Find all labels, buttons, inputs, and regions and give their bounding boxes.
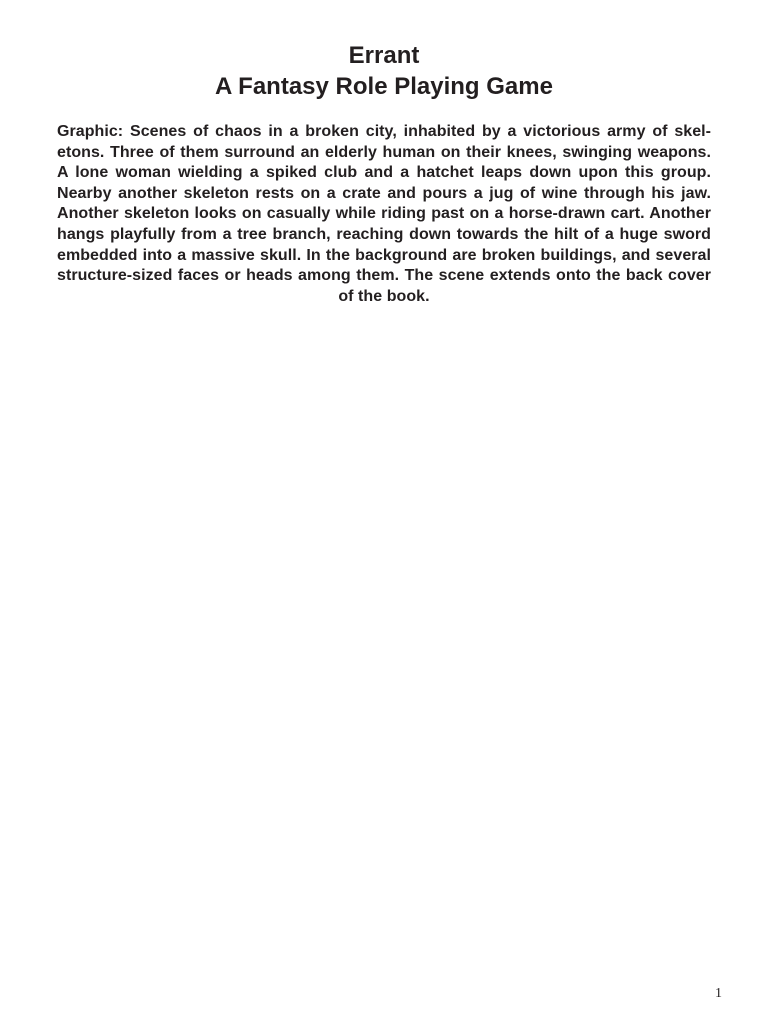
page-title: Errant (348, 42, 420, 69)
graphic-description: Graphic: Scenes of chaos in a broken city, inhabited by a victorious army of skeletons. Three of them surround an elderly human on their knees, swinging weapons. A lone woman wielding a spiked club and a hatchet leaps down upon this group. Nearby another skeleton rests on a crate and pours a jug of wine through his jaw. Another skeleton looks on casually while riding past on a horse-drawn cart. Another hangs playfully from a tree branch, reaching down towards the hilt of a huge sword embedded into a massive skull. In the background are broken buildings, and several structure-sized faces or heads among them. The scene extends onto the back cover of the book. (57, 123, 711, 305)
page-subtitle: A Fantasy Role Playing Game (215, 73, 553, 100)
title-block (0, 40, 768, 102)
page-number: 1 (715, 986, 722, 1001)
